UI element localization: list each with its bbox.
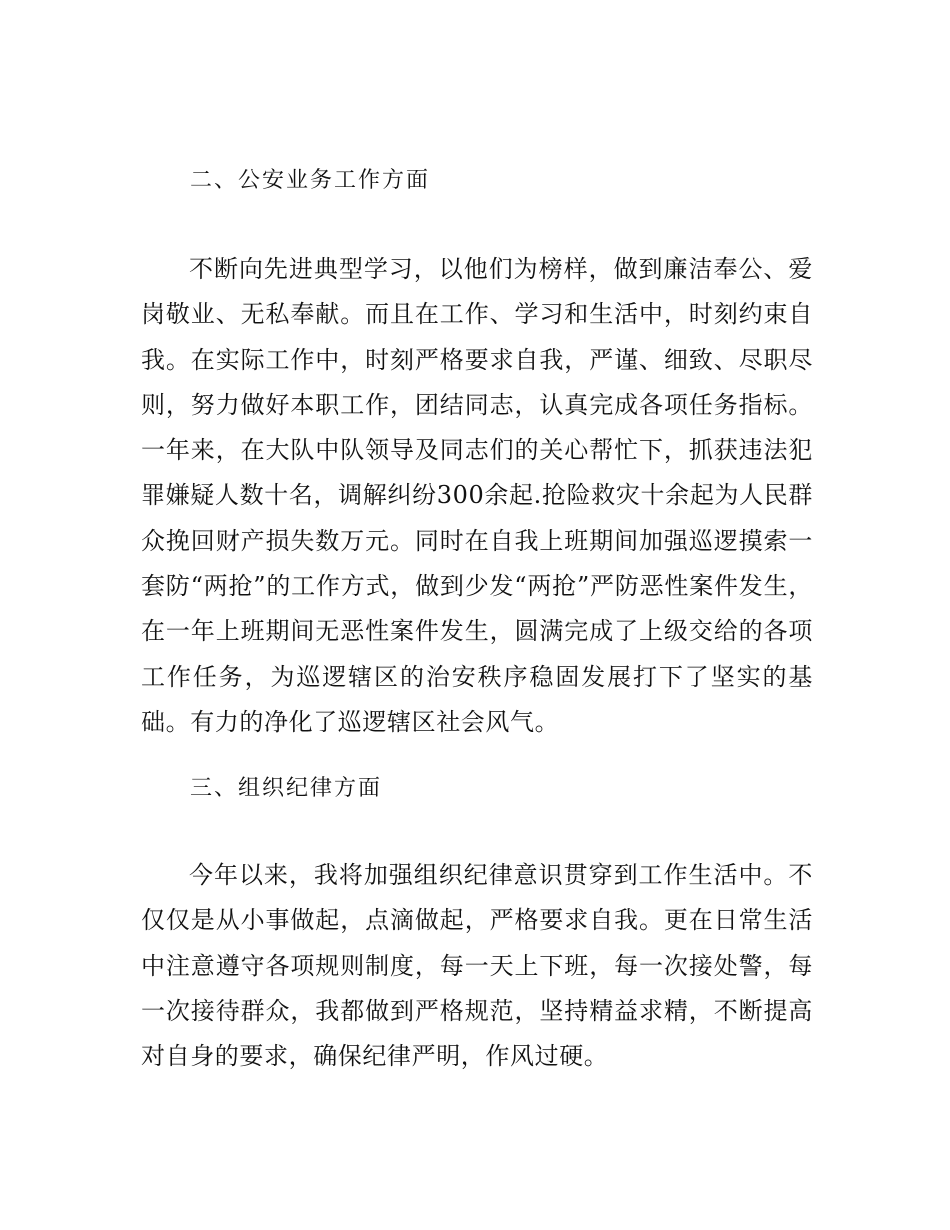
section-heading-business-work: 二、公安业务工作方面 xyxy=(190,168,431,193)
section-heading-discipline: 三、组织纪律方面 xyxy=(190,776,383,801)
section-paragraph-discipline: 今年以来，我将加强组织纪律意识贯穿到工作生活中。不仅仅是从小事做起，点滴做起，严格要求自我。更在日常生活中注意遵守各项规则制度，每一天上下班，每一次接处警，每一次接待群众，我都做到严格规范，坚持精益求精，不断提高对自身的要求，确保纪律严明，作风过硬。 xyxy=(141,861,813,1071)
section-paragraph-business-work: 不断向先进典型学习，以他们为榜样，做到廉洁奉公、爱岗敬业、无私奉献。而且在工作、学习和生活中，时刻约束自我。在实际工作中，时刻严格要求自我，严谨、细致、尽职尽则，努力做好本职工作，团结同志，认真完成各项任务指标。一年来，在大队中队领导及同志们的关心帮忙下，抓获违法犯罪嫌疑人数十名，调解纠纷300余起.抢险救灾十余起为人民群众挽回财产损失数万元。同时在自我上班期间加强巡逻摸索一套防“两抢”的工作方式，做到少发“两抢”严防恶性案件发生，在一年上班期间无恶性案件发生，圆满完成了上级交给的各项工作任务，为巡逻辖区的治安秩序稳固发展打下了坚实的基础。有力的净化了巡逻辖区社会风气。 xyxy=(141,255,813,736)
